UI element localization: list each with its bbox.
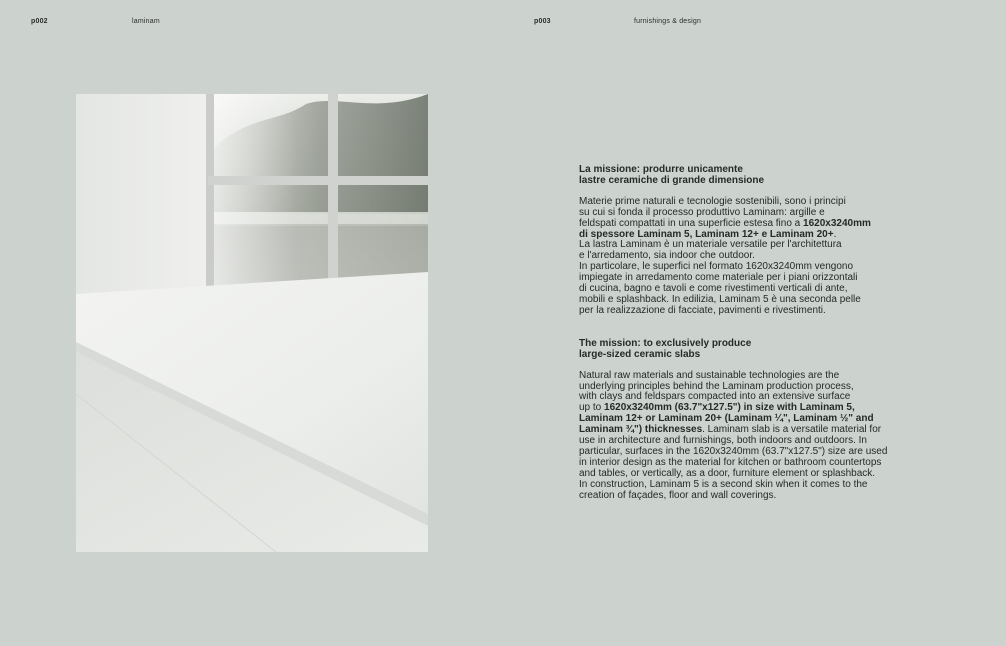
english-text-end: . Laminam slab is a versatile material for use in architecture and furnishings, both indoors and outdoors. In particular, surfaces in the 1620x3240mm (63.7"x127.5") size are used in interior design as the material for kitchen or bathroom countertops and tables, or vertically, as a door, furniture element or splashback. In construction, Laminam 5 is a second skin when it comes to the creation of façades, floor and wall coverings. [579, 424, 888, 501]
english-text-bold: 1620x3240mm (63.7"x127.5") in size with Laminam 5, Laminam 12+ or Laminam 20+ (Laminam ¼", Laminam ½" and Laminam ¾") thicknesses [579, 402, 874, 436]
section-spacer [579, 317, 909, 339]
italian-heading [579, 165, 909, 187]
page-number-value: 002 [35, 18, 48, 25]
english-text-start: Natural raw materials and sustainable technologies are the underlying principles behind the Laminam production process, with clays and feldspars compacted into an extensive surface up to [579, 369, 854, 414]
window-frame-transom [208, 176, 428, 185]
italian-heading-line2: lastre ceramiche di grande dimensione [579, 174, 765, 186]
page-number-left [31, 18, 48, 25]
page-number-prefix: p [534, 18, 539, 25]
italian-text-bold: 1620x3240mm di spessore Laminam 5, Laminam 12+ e Laminam 20+ [579, 217, 871, 240]
section-name-right: furnishings & design [634, 18, 702, 25]
right-page [503, 0, 1006, 646]
italian-heading-line1: La missione: produrre unicamente [579, 164, 743, 175]
english-paragraph [579, 371, 909, 502]
english-heading-line2: large-sized ceramic slabs [579, 348, 701, 360]
page-number-value: 003 [538, 18, 551, 25]
english-heading-line1: The mission: to exclusively produce [579, 337, 752, 349]
italian-text-end: . La lastra Laminam è un materiale versatile per l'architettura e l'arredamento, sia indoor che outdoor. In particolare, le superfici nel formato 1620x3240mm vengono impiegate in arredamento come materiale per i piani orizzontali di cucina, bagno e tavoli e come rivestimenti verticali di ante, mobili e splashback. In edilizia, Laminam 5 è una seconda pelle per la realizzazione di facciate, pavimenti e rivestimenti. [579, 228, 861, 316]
page-number-right [534, 18, 551, 25]
text-column [579, 165, 909, 501]
interior-photo [76, 94, 428, 552]
english-heading [579, 339, 909, 361]
window-frame-left [206, 94, 214, 294]
section-name-left: laminam [132, 18, 160, 25]
italian-text-start: Materie prime naturali e tecnologie sostenibili, sono i principi su cui si fonda il processo produttivo Laminam: argille e feldspati compattati in una superficie estesa fino a [579, 195, 846, 229]
photo-illustration [76, 94, 428, 552]
page-number-prefix: p [31, 18, 36, 25]
wall [76, 94, 208, 294]
window-frame-mullion [328, 94, 338, 294]
italian-paragraph [579, 197, 909, 317]
window-glare [208, 94, 428, 294]
